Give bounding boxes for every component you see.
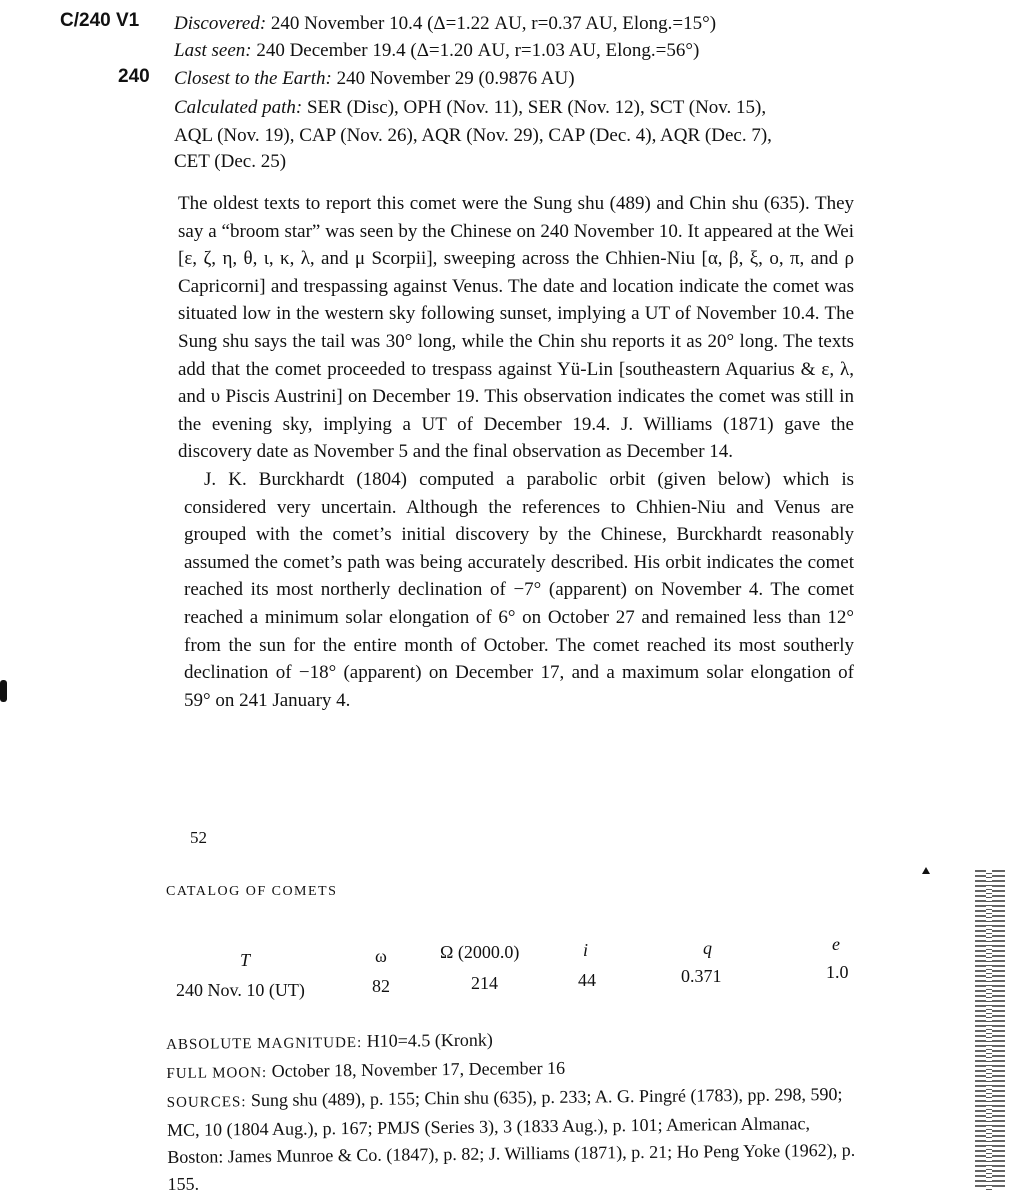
- sources-label: SOURCES:: [166, 1094, 247, 1111]
- orbit-value-q: 0.371: [681, 966, 722, 986]
- closest-label: Closest to the Earth:: [174, 68, 332, 89]
- closest-line: [174, 67, 575, 90]
- comet-designation: C/240 V1: [60, 10, 140, 31]
- path-line-3: CET (Dec. 25): [174, 151, 287, 172]
- paragraph-2: J. K. Burckhardt (1804) computed a parabolic orbit (given below) which is considered very uncertain. Although the references to Chhien-Niu and Venus are grouped with the comet’s initial discovery by the Chinese, Burckhardt reasonably assumed the comet’s path was being accurately described. His orbit indicates the comet reached its most northerly declination of −7° (apparent) on November 4. The comet reached a minimum solar elongation of 6° on October 27 and remained less than 12° from the sun for the entire month of October. The comet reached its most southerly declination of −18° (apparent) on December 17, and a maximum solar elongation of 59° on 241 January 4.: [184, 468, 854, 711]
- footer-notes: [166, 1023, 868, 1198]
- scan-smudge: [0, 680, 7, 702]
- sources-line: [167, 1081, 868, 1198]
- comet-year: 240: [118, 66, 150, 87]
- last-seen-label: Last seen:: [174, 40, 252, 61]
- absolute-magnitude-value: H10=4.5 (Kronk): [366, 1029, 493, 1051]
- path-value-1: SER (Disc), OPH (Nov. 11), SER (Nov. 12), SCT (Nov. 15),: [302, 97, 767, 118]
- last-seen-value: 240 December 19.4 (Δ=1.20 AU, r=1.03 AU, Elong.=56°): [251, 40, 700, 61]
- orbit-value-e: 1.0: [826, 962, 849, 982]
- orbit-value-omega: 82: [372, 976, 390, 996]
- full-moon-label: FULL MOON:: [166, 1064, 268, 1082]
- page-number: 52: [190, 828, 207, 847]
- last-seen-line: [174, 39, 699, 62]
- orbit-value-node: 214: [471, 973, 498, 993]
- body-text: [178, 190, 854, 714]
- orbit-value-i: 44: [578, 970, 596, 990]
- discovered-line: [174, 12, 716, 35]
- closest-value: 240 November 29 (0.9876 AU): [331, 68, 575, 89]
- orbit-header-omega: ω: [375, 946, 387, 966]
- orbit-value-T: 240 Nov. 10 (UT): [176, 980, 305, 1000]
- orbit-header-i: i: [583, 940, 589, 960]
- path-line-1: [174, 96, 766, 119]
- path-line-2: AQL (Nov. 19), CAP (Nov. 26), AQR (Nov. 29), CAP (Dec. 4), AQR (Dec. 7),: [174, 125, 772, 146]
- orbit-header-T: T: [240, 950, 251, 970]
- paragraph-1: The oldest texts to report this comet were the Sung shu (489) and Chin shu (635). They say a “broom star” was seen by the Chinese on 240 November 10. It appeared at the Wei [ε, ζ, η, θ, ι, κ, λ, and μ Scorpii], sweeping across the Chhien-Niu [α, β, ξ, ο, π, and ρ Capricorni] and trespassing against Venus. The date and location indicate the comet was situated low in the western sky following sunset, implying a UT of November 10.4. The Sung shu says the tail was 30° long, while the Chin shu reports it as 20° long. The texts add that the comet proceeded to trespass against Yü-Lin [southeastern Aquarius & ε, λ, and υ Piscis Austrini] on December 19. This observation indicates the comet was still in the evening sky, implying a UT of December 19.4. J. Williams (1871) gave the discovery date as November 5 and the final observation as December 14.: [178, 193, 854, 463]
- absolute-magnitude-label: ABSOLUTE MAGNITUDE:: [166, 1034, 363, 1053]
- full-moon-value: October 18, November 17, December 16: [267, 1057, 566, 1081]
- sources-value: Sung shu (489), p. 155; Chin shu (635), p. 233; A. G. Pingré (1783), pp. 298, 590; MC, 10 (1804 Aug.), p. 167; PMJS (Series 3), 3 (1833 Aug.), p. 101; American Almanac, Boston: James Munroe & Co. (1847), p. 82; J. Williams (1871), p. 21; Ho Peng Yoke (1962), p. 155.: [166, 1083, 856, 1194]
- scan-edge-lines: [986, 870, 992, 1190]
- scan-mark: [922, 867, 930, 874]
- catalog-title: CATALOG OF COMETS: [166, 884, 338, 899]
- discovered-value: 240 November 10.4 (Δ=1.22 AU, r=0.37 AU, Elong.=15°): [266, 13, 717, 34]
- path-label: Calculated path:: [174, 97, 303, 118]
- discovered-label: Discovered:: [174, 13, 267, 34]
- orbit-header-q: q: [703, 938, 712, 958]
- orbit-header-node: Ω (2000.0): [440, 942, 520, 962]
- orbit-header-e: e: [832, 934, 840, 954]
